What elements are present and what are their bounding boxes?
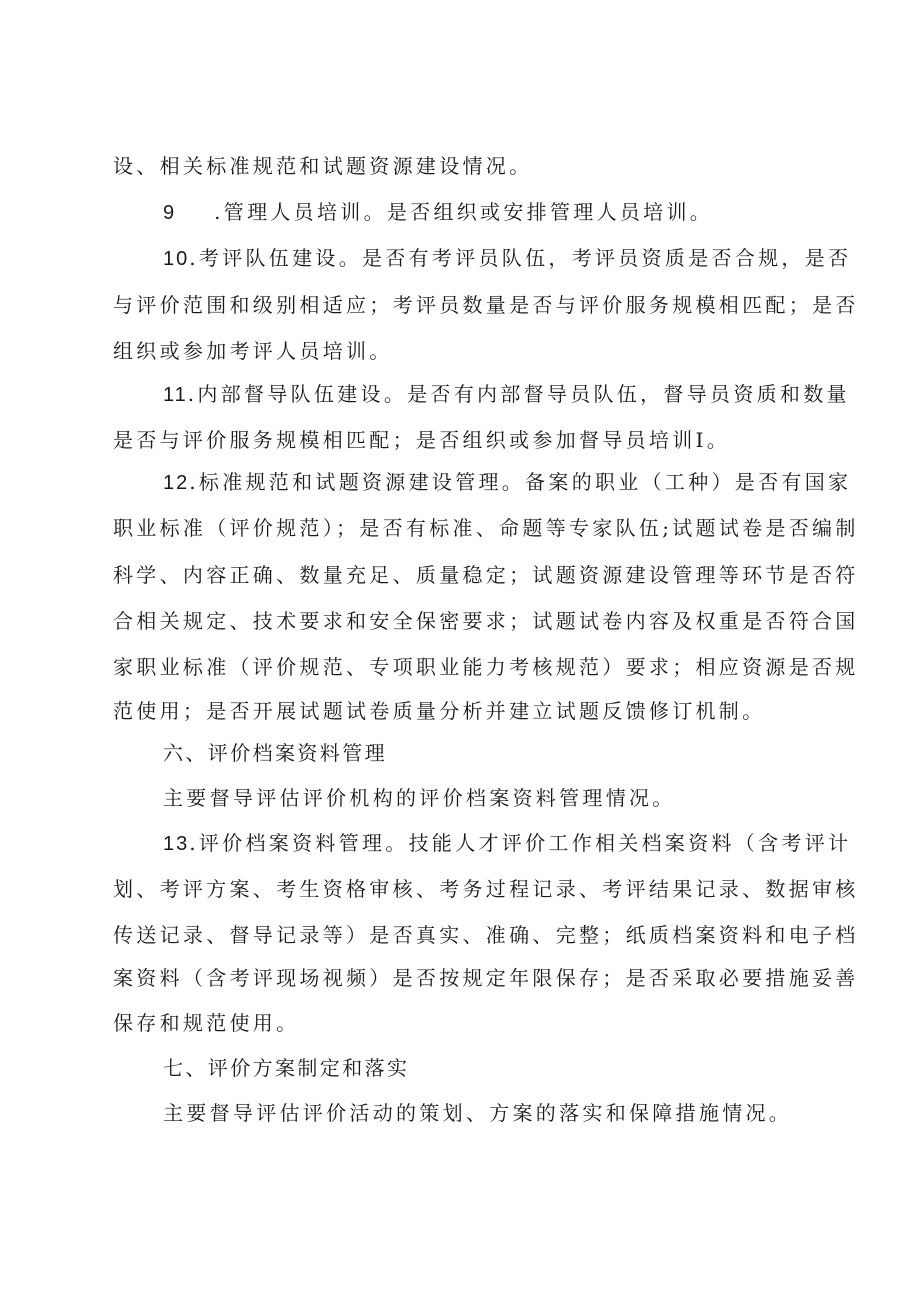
item-9-number: 9 — [163, 202, 177, 224]
item-13-line-2: 划、考评方案、考生资格审核、考务过程记录、考评结果记录、数据审核 — [113, 877, 859, 901]
item-13-line-5: 保存和规范使用。 — [113, 1011, 300, 1035]
item-11-text: .内部督导队伍建设。是否有内部督导员队伍，督导员资质和数量 — [187, 382, 850, 406]
item-13-line-3: 传送记录、督导记录等）是否真实、准确、完整；纸质档案资料和电子档 — [113, 923, 859, 947]
item-12-line-4: 合相关规定、技术要求和安全保密要求；试题试卷内容及权重是否符合国 — [113, 609, 859, 633]
item-10-line-1 — [163, 246, 863, 271]
item-13-number: 13 — [163, 833, 190, 855]
item-12-number: 12 — [163, 472, 190, 494]
item-10-number: 10 — [163, 248, 190, 270]
item-11-number: 11 — [163, 384, 188, 406]
item-11-line-2: 是否与评价服务规模相匹配；是否组织或参加督导员培训I。 — [113, 428, 730, 452]
item-9 — [163, 200, 863, 225]
item-12-line-2: 职业标准（评价规范）；是否有标准、命题等专家队伍;试题试卷是否编制 — [113, 516, 859, 540]
item-12-text: .标准规范和试题资源建设管理。备案的职业（工种）是否有国家 — [189, 470, 852, 494]
section-7-heading: 七、评价方案制定和落实 — [163, 1056, 410, 1080]
item-11-line-1 — [163, 382, 863, 407]
item-9-text: .管理人员培训。是否组织或安排管理人员培训。 — [214, 200, 714, 224]
item-13-line-4: 案资料（含考评现场视频）是否按规定年限保存；是否采取必要措施妥善 — [113, 966, 859, 990]
item-12-line-5: 家职业标准（评价规范、专项职业能力考核规范）要求；相应资源是否规 — [113, 655, 859, 679]
section-7-summary: 主要督导评估评价活动的策划、方案的落实和保障措施情况。 — [163, 1101, 793, 1125]
section-6-heading: 六、评价档案资料管理 — [163, 741, 387, 765]
item-13-text: .评价档案资料管理。技能人才评价工作相关档案资料（含考评计 — [189, 831, 852, 855]
item-12-line-1 — [163, 470, 863, 495]
section-6-summary: 主要督导评估评价机构的评价档案资料管理情况。 — [163, 786, 676, 810]
item-12-line-6: 范使用；是否开展试题试卷质量分析并建立试题反馈修订机制。 — [113, 699, 766, 723]
item-10-line-2: 与评价范围和级别相适应；考评员数量是否与评价服务规模相匹配；是否 — [113, 293, 859, 317]
item-10-line-3: 组织或参加考评人员培训。 — [113, 339, 393, 363]
item-13-line-1 — [163, 831, 863, 856]
item-12-line-3: 科学、内容正确、数量充足、质量稳定；试题资源建设管理等环节是否符 — [113, 563, 859, 587]
item-10-text: .考评队伍建设。是否有考评员队伍，考评员资质是否合规，是否 — [189, 246, 852, 270]
paragraph-continuation: 设、相关标准规范和试题资源建设情况。 — [113, 154, 533, 178]
